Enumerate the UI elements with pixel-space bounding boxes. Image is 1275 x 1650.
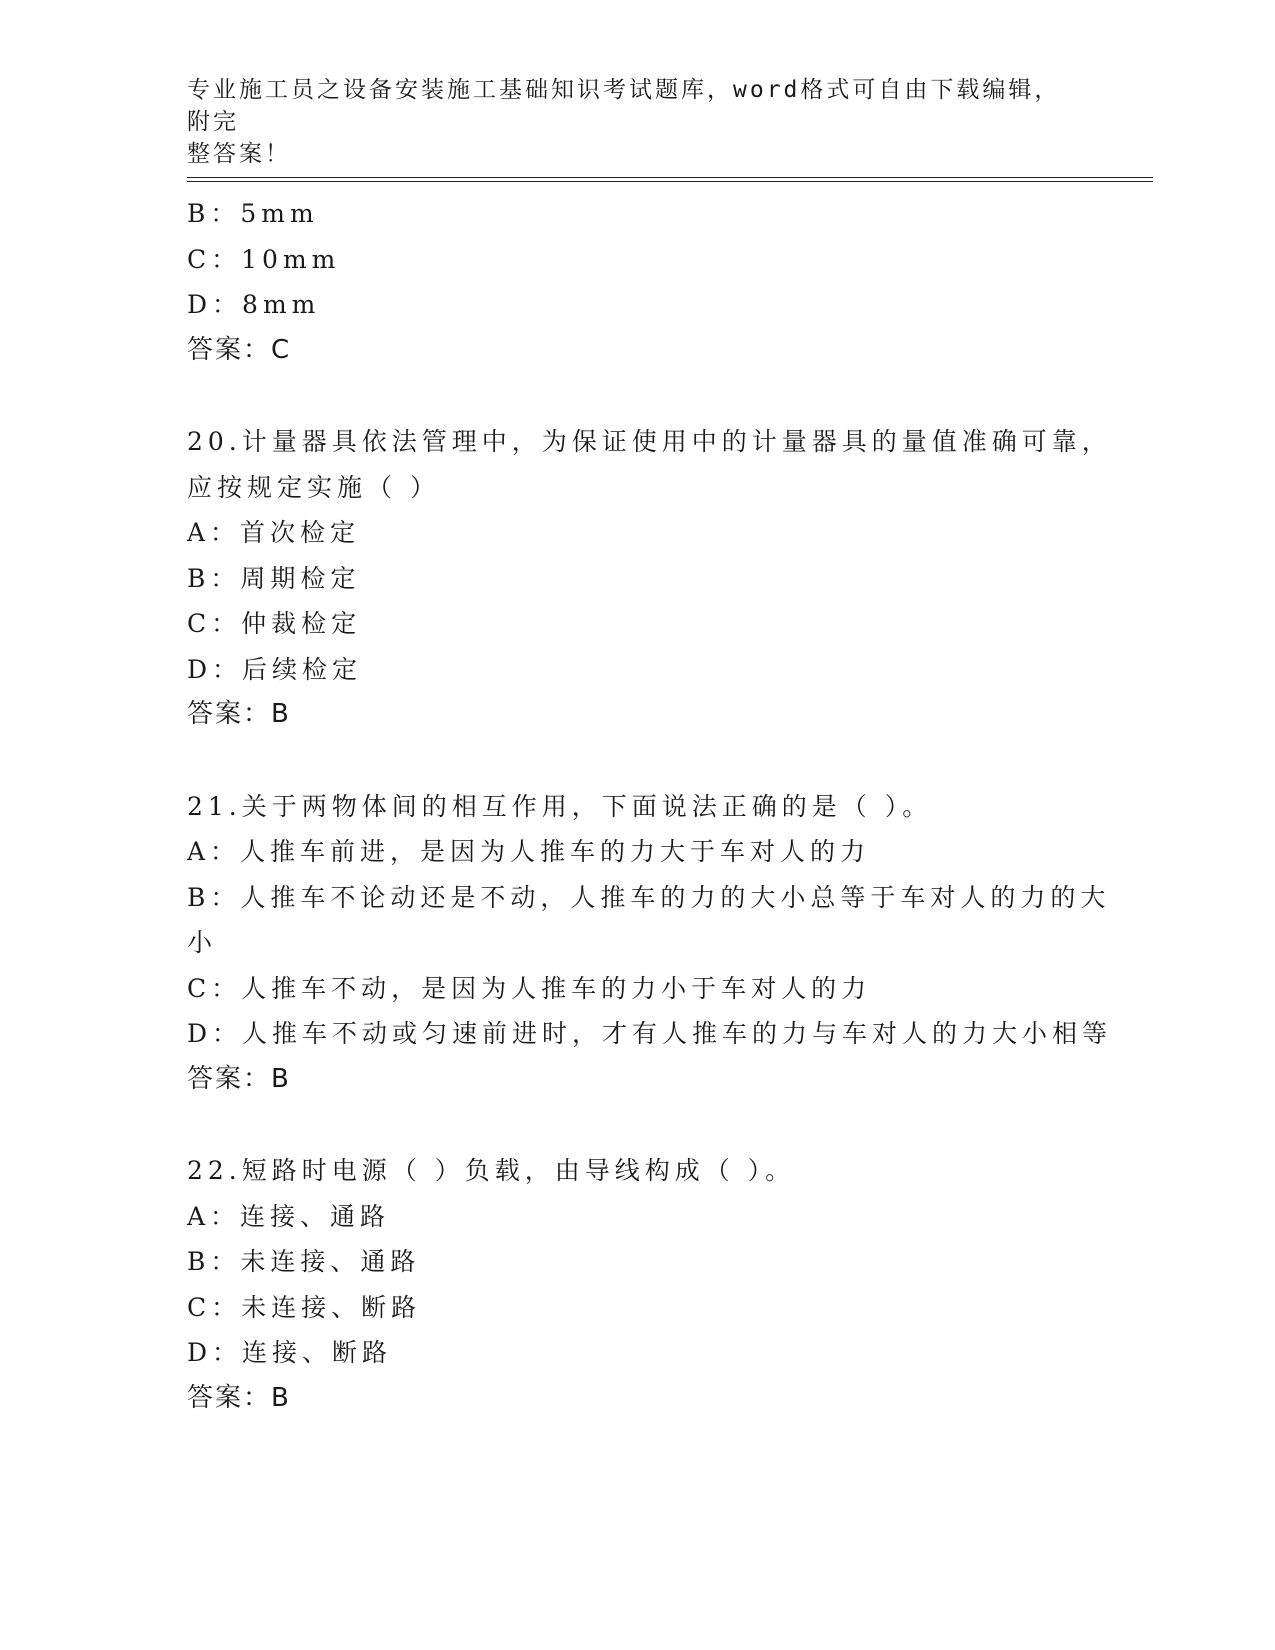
option-b: B：人推车不论动还是不动，人推车的力的大小总等于车对人的力的大 bbox=[187, 882, 1111, 912]
question-19-continuation bbox=[187, 191, 1087, 373]
answer-line: 答案：B bbox=[187, 1382, 291, 1413]
option-d: D：8mm bbox=[187, 290, 321, 319]
option-c: C：未连接、断路 bbox=[187, 1292, 422, 1322]
question-stem: 21.关于两物体间的相互作用，下面说法正确的是（ ）。 bbox=[187, 791, 933, 821]
answer-line: 答案：B bbox=[187, 699, 291, 729]
option-c: C：10mm bbox=[187, 244, 341, 274]
option-a: A：人推车前进，是因为人推车的力大于车对人的力 bbox=[187, 837, 871, 866]
header-line-2: 整答案！ bbox=[187, 141, 291, 167]
option-c: C：人推车不动，是因为人推车的力小于车对人的力 bbox=[187, 973, 872, 1003]
option-c: C：仲裁检定 bbox=[187, 609, 362, 638]
option-b-continued: 小 bbox=[187, 928, 218, 957]
header-rule-bottom bbox=[187, 181, 1153, 182]
document-header bbox=[187, 74, 1067, 170]
option-d: D：连接、断路 bbox=[187, 1338, 393, 1367]
answer-line: 答案：C bbox=[187, 334, 292, 365]
option-d: D：人推车不动或匀速前进时，才有人推车的力与车对人的力大小相等 bbox=[187, 1019, 1113, 1048]
spacer bbox=[187, 373, 1087, 419]
option-b: B：周期检定 bbox=[187, 563, 361, 593]
header-rule-top bbox=[187, 177, 1153, 178]
question-20 bbox=[187, 419, 1112, 738]
option-b: B：未连接、通路 bbox=[187, 1247, 421, 1276]
question-stem: 22.短路时电源（ ）负载，由导线构成（ ）。 bbox=[187, 1156, 796, 1185]
header-line-1: 专业施工员之设备安装施工基础知识考试题库，word格式可自由下载编辑，附完 bbox=[187, 77, 1061, 135]
question-stem-continued: 应按规定实施（ ） bbox=[187, 472, 440, 502]
question-22 bbox=[187, 1148, 1087, 1421]
option-d: D：后续检定 bbox=[187, 654, 363, 684]
option-a: A：连接、通路 bbox=[187, 1201, 391, 1231]
option-a: A：首次检定 bbox=[187, 518, 361, 547]
document-body bbox=[187, 191, 1113, 1421]
spacer bbox=[187, 1102, 1087, 1148]
question-stem: 20.计量器具依法管理中，为保证使用中的计量器具的量值准确可靠， bbox=[187, 427, 1112, 456]
question-21 bbox=[187, 784, 1113, 1103]
option-b: B：5mm bbox=[187, 199, 319, 228]
spacer bbox=[187, 738, 1087, 784]
answer-line: 答案：B bbox=[187, 1063, 291, 1094]
